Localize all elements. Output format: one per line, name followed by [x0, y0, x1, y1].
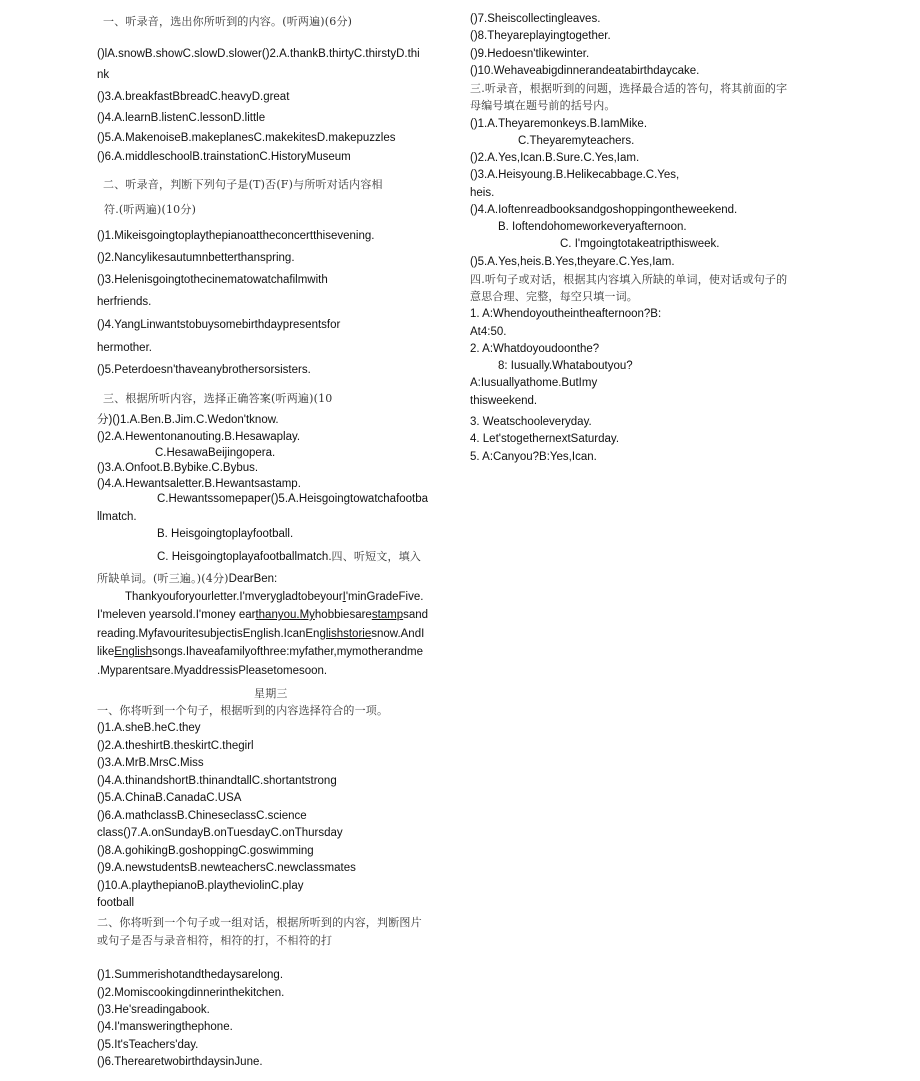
r3-question-3-cont: heis. — [470, 187, 495, 199]
s3-question-2-option-c: C.HesawaBeijingopera. — [155, 447, 276, 459]
r3-question-4: ()4.A.Ioftenreadbooksandgoshoppingontheweekend. — [470, 204, 738, 216]
s2-question-3-cont: herfriends. — [97, 296, 152, 308]
letter-line-5: .Myparentsare.MyaddressisPleasetomesoon. — [97, 665, 328, 677]
letter-l2-underline-1: thanyou.My — [255, 609, 315, 621]
letter-line-2 — [97, 608, 428, 622]
letter-line-3 — [97, 627, 424, 641]
section2-title-cont: 符.(听两遍)(10分) — [104, 203, 197, 216]
r4-question-1: 1. A:Whendoyoutheintheafternoon?B: — [470, 308, 662, 320]
s3-question-3: ()3.A.Onfoot.B.Bybike.C.Bybus. — [97, 462, 259, 474]
section2-title: 二、听录音，判断下列句子是(T)否(F)与所听对话内容相 — [103, 178, 383, 191]
section4-title: 四、听短文，填入 — [331, 550, 422, 563]
wed-s1-question-10-cont: football — [97, 897, 135, 909]
wed-section2-title: 二、你将听到一个句子或一组对话，根据所听到的内容，判断图片 — [97, 916, 422, 929]
r-question-10: ()10.Wehaveabigdinnerandeatabirthdaycake. — [470, 65, 700, 77]
r3-question-4-option-c: C. I'mgoingtotakeatripthisweek. — [560, 238, 720, 250]
wed-s1-question-4: ()4.A.thinandshortB.thinandtallC.shortantstrong — [97, 775, 337, 787]
wed-s1-question-8: ()8.A.gohikingB.goshoppingC.goswimming — [97, 845, 314, 857]
letter-l2-end: sand — [403, 609, 429, 621]
s3-question-2: ()2.A.Hewentonanouting.B.Hesawaplay. — [97, 431, 301, 443]
letter-l2-underline-2: stamp — [371, 609, 404, 621]
s2-question-1: ()1.Mikeisgoingtoplaythepianoattheconcertthisevening. — [97, 230, 375, 242]
s3-question-1: 分)()1.A.Ben.B.Jim.C.Wedon'tknow. — [97, 414, 279, 426]
s3-question-4c-5: C.Hewantssomepaper()5.A.Heisgoingtowatchafootba — [157, 493, 429, 505]
r3-question-2: ()2.A.Yes,Ican.B.Sure.C.Yes,Iam. — [470, 152, 640, 164]
letter-line-1 — [125, 590, 423, 604]
r4-question-4: 4. Let'stogethernextSaturday. — [470, 433, 620, 445]
letter-l3-end: snow.AndI — [371, 628, 425, 640]
s3-question-5-cont: llmatch. — [97, 511, 137, 523]
s1-question-1-2: ()lA.snowB.showC.slowD.slower()2.A.thankB.thirtyC.thirstyD.thi — [97, 48, 420, 60]
r4-question-2-line-c: A:Iusuallyathome.ButImy — [470, 377, 598, 389]
letter-l4-end: songs.Ihaveafamilyofthree:myfather,mymotherandme — [151, 646, 424, 658]
s2-question-4: ()4.YangLinwantstobuysomebirthdaypresentsfor — [97, 319, 341, 331]
wed-s2-question-1: ()1.Summerishotandthedaysarelong. — [97, 969, 284, 981]
s2-question-2: ()2.Nancylikesautumnbetterthanspring. — [97, 252, 295, 264]
s1-question-5: ()5.A.MakenoiseB.makeplanesC.makekitesD.makepuzzles — [97, 132, 396, 144]
wed-s1-question-3: ()3.A.MrB.MrsC.Miss — [97, 757, 204, 769]
s3-question-4: ()4.A.Hewantsaletter.B.Hewantsastamp. — [97, 478, 301, 490]
letter-l1-text: Thankyouforyourletter.I'mverygladtobeyour — [125, 591, 343, 603]
r4-question-5: 5. A:Canyou?B:Yes,Ican. — [470, 451, 597, 463]
r-section4-title: 四.听句子或对话，根据其内容填入所缺的单词，使对话或句子的 — [470, 273, 788, 286]
s2-question-4-cont: hermother. — [97, 342, 152, 354]
wed-section1-title: 一、你将听到一个句子，根据听到的内容选择符合的一项。 — [97, 704, 389, 717]
s3-question-5-option-b: B. Heisgoingtoplayfootball. — [157, 528, 294, 540]
r4-question-2-line-d: thisweekend. — [470, 395, 538, 407]
s1-question-3: ()3.A.breakfastBbreadC.heavyD.great — [97, 91, 290, 103]
r-question-7: ()7.Sheiscollectingleaves. — [470, 13, 601, 25]
r-question-8: ()8.Theyareplayingtogether. — [470, 30, 611, 42]
wed-s2-question-5: ()5.It'sTeachers'day. — [97, 1039, 199, 1051]
section4-title-line2 — [97, 572, 277, 586]
r-question-9: ()9.Hedoesn'tlikewinter. — [470, 48, 590, 60]
r4-question-2: 2. A:Whatdoyoudoonthe? — [470, 343, 600, 355]
letter-l4-underline: English — [114, 646, 152, 658]
r4-question-3: 3. Weatschooleveryday. — [470, 416, 592, 428]
section3-title: 三、根据所听内容，选择正确答案(听两遍)(10 — [103, 392, 333, 405]
s2-question-3: ()3.Helenisgoingtothecinematowatchafilmwith — [97, 274, 328, 286]
s2-question-5: ()5.Peterdoesn'thaveanybrothersorsisters. — [97, 364, 311, 376]
wed-s1-question-9: ()9.A.newstudentsB.newteachersC.newclassmates — [97, 862, 356, 874]
wed-s1-question-1: ()1.A.sheB.heC.they — [97, 722, 201, 734]
letter-l2-text: I'meleven yearsold.I'money ear — [97, 609, 256, 621]
section1-title: 一、听录音，选出你所听到的内容。(听两遍)(6分) — [103, 15, 353, 28]
wed-s1-question-5: ()5.A.ChinaB.CanadaC.USA — [97, 792, 242, 804]
wednesday-heading: 星期三 — [254, 687, 288, 700]
s1-question-2-cont: nk — [97, 69, 110, 81]
r-section3-title: 三.听录音，根据听到的问题，选择最合适的答句，将其前面的字 — [470, 82, 788, 95]
letter-l1-underline: I — [342, 591, 346, 603]
r-section4-title-cont: 意思合理、完整，每空只填一词。 — [470, 290, 638, 303]
r3-question-4-option-b: B. Ioftendohomeworkeveryafternoon. — [498, 221, 687, 233]
wed-s2-question-6: ()6.TherearetwobirthdaysinJune. — [97, 1056, 263, 1068]
r3-question-5: ()5.A.Yes,heis.B.Yes,theyare.C.Yes,Iam. — [470, 256, 675, 268]
letter-l1-end: 'minGradeFive. — [345, 591, 424, 603]
wed-s2-question-2: ()2.Momiscookingdinnerinthekitchen. — [97, 987, 285, 999]
wed-s2-question-3: ()3.He'sreadingabook. — [97, 1004, 210, 1016]
r3-question-1-option-c: C.Theyaremyteachers. — [518, 135, 635, 147]
section4-title-cont: 所缺单词。(听三遍。)(4分) — [97, 572, 229, 585]
s3-question-5-option-c — [157, 550, 421, 564]
letter-l2-mid: hobbiesare — [314, 609, 372, 621]
s3-q5c-text: C. Heisgoingtoplayafootballmatch. — [157, 551, 332, 563]
letter-l3-underline: glishstorie — [319, 628, 372, 640]
letter-l3-text: reading.MyfavouritesubjectisEnglish.IcanEn — [97, 628, 320, 640]
letter-salutation: DearBen: — [228, 573, 278, 585]
wed-s1-question-6: ()6.A.mathclassB.ChineseclassC.science — [97, 810, 307, 822]
wed-s1-question-10: ()10.A.playthepianoB.playtheviolinC.play — [97, 880, 304, 892]
wed-s1-question-2: ()2.A.theshirtB.theskirtC.thegirl — [97, 740, 254, 752]
r3-question-1: ()1.A.Theyaremonkeys.B.IamMike. — [470, 118, 648, 130]
r3-question-3: ()3.A.Heisyoung.B.Helikecabbage.C.Yes, — [470, 169, 680, 181]
wed-s2-question-4: ()4.I'mansweringthephone. — [97, 1021, 233, 1033]
r4-question-1-cont: At4:50. — [470, 326, 507, 338]
wed-section2-title-cont: 或句子是否与录音相符，相符的打，不相符的打 — [97, 934, 333, 947]
s1-question-4: ()4.A.learnB.listenC.lessonD.little — [97, 112, 266, 124]
r-section3-title-cont: 母编号填在题号前的括号内。 — [470, 99, 616, 112]
wed-s1-question-7: class()7.A.onSundayB.onTuesdayC.onThursday — [97, 827, 343, 839]
s1-question-6: ()6.A.middleschoolB.trainstationC.HistoryMuseum — [97, 151, 351, 163]
r4-question-2-line-b: 8: Iusually.Whataboutyou? — [498, 360, 633, 372]
letter-l4-text: like — [97, 646, 115, 658]
letter-line-4 — [97, 645, 423, 659]
